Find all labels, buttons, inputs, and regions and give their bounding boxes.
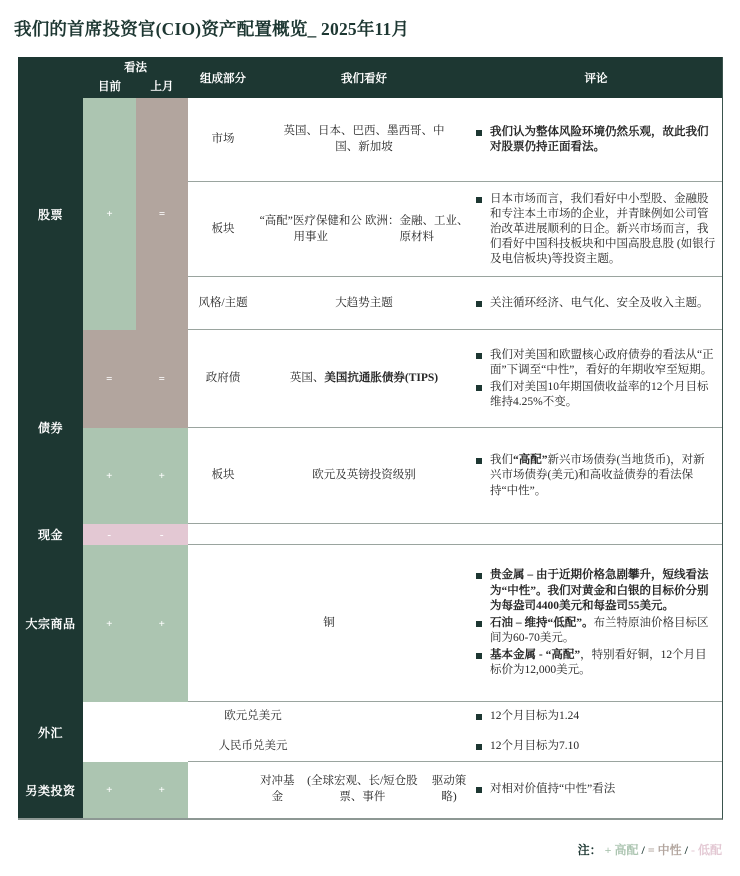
component-cell-bond-sectors: 板块 (211, 469, 235, 482)
bullet-square-icon (476, 458, 482, 464)
favored-cell-bond-sectors (258, 428, 470, 524)
text-run: 主题 (224, 296, 248, 309)
view-symbol: + (158, 784, 165, 796)
text-run: / (641, 843, 645, 857)
view-symbol: + (106, 617, 113, 630)
view-block-alternatives (83, 762, 188, 818)
bullet-text (490, 709, 718, 724)
view-block-equities-previous (136, 98, 188, 330)
component-cell-equities-sectors: 板块 (211, 222, 235, 235)
favored-cell-equities-sectors (258, 182, 470, 277)
legend-note (578, 841, 722, 858)
bullet-square-icon (476, 787, 482, 793)
text-run: 投资级别 (369, 469, 416, 482)
view-symbol: = (158, 208, 166, 220)
text-run: = 中性 (644, 843, 685, 857)
view-symbol: - (159, 528, 164, 541)
text-run: 我们认为整体风险环境仍然乐观，故此我们对股票仍持正面看法。 (490, 125, 709, 153)
bullet-square-icon (476, 353, 482, 359)
bullet-item (470, 380, 718, 410)
bullet-text (490, 192, 718, 268)
column-header-current: 目前 (98, 81, 121, 93)
asset-label-bonds: 债券 (37, 420, 63, 435)
text-run: 我们 (490, 454, 513, 467)
favored-cell-commodities (188, 545, 470, 702)
text-run: 风格/ (198, 296, 225, 309)
text-run: 英国、日本、巴西、墨西哥、中国、新加坡 (283, 125, 445, 153)
text-run: (全球宏观、长/短仓股票、事件 (307, 775, 418, 803)
view-symbol: + (106, 470, 113, 482)
column-header-view: 看法 (124, 62, 147, 74)
bullet-text (490, 125, 718, 155)
row-separator (188, 427, 722, 428)
view-symbol: + (106, 208, 113, 220)
favored-cell-alternatives (258, 762, 470, 818)
bullet-text (490, 296, 718, 311)
view-symbol: + (106, 784, 113, 796)
view-symbol: = (106, 373, 113, 385)
row-separator (188, 329, 722, 330)
column-header-component: 组成部分 (200, 72, 246, 85)
text-run: “高配” (513, 454, 548, 467)
text-run: 关注循环经济、电气化、安全及收入主题。 (490, 296, 709, 309)
page-title: 我们的首席投资官(CIO)资产配置概览_ 2025年11月 (14, 19, 410, 39)
text-run: 新兴市场债券(当地货币)，对新兴市场债券(美元)和高收益债券的看法保持“中性”。 (490, 454, 705, 497)
text-run: 贵金属 – 由于近期价格急剧攀升，短线看法为“中性”。我们对黄金和白银的目标价分别为每盎司4400美元和每盎司55美元。 (490, 569, 709, 612)
comment-cell-equities-sectors (470, 182, 718, 277)
comment-cell-commodities (470, 545, 718, 702)
comment-cell-alternatives (470, 762, 718, 818)
view-block-commodities (83, 545, 188, 702)
comment-cell-fx-cnyusd (470, 732, 718, 762)
component-cell-equities-style (188, 277, 258, 330)
asset-label-cash: 现金 (37, 528, 63, 542)
column-header-favored: 我们看好 (341, 72, 387, 85)
text-run: + 高配 (604, 843, 642, 857)
text-run: 我们对美国10年期国债收益率的12个月目标维持4.25%不变。 (490, 381, 709, 409)
favored-cell-gov-bonds (258, 330, 470, 428)
bullet-text (490, 616, 718, 646)
fx-pair-cnyusd: 人民币兑美元 (218, 740, 288, 753)
text-run: “高配”医疗保健和公用事业 (259, 214, 362, 243)
component-cell-gov-bonds: 政府债 (205, 372, 241, 385)
row-separator (188, 544, 722, 545)
bullet-item (470, 192, 718, 268)
bullet-item (470, 739, 718, 754)
text-run: 石油 – 维持“低配”。 (490, 616, 594, 629)
text-run: 注： (577, 843, 605, 857)
view-block-gov-bonds (83, 330, 188, 428)
bullet-text (490, 568, 718, 614)
column-header-comments: 评论 (584, 72, 608, 85)
bullet-text (490, 380, 718, 410)
view-block-equities-current (83, 98, 136, 330)
text-run: 对相对价值持“中性”看法 (490, 783, 616, 796)
asset-label-equities: 股票 (37, 207, 63, 222)
fx-pair-eurusd: 欧元兑美元 (224, 710, 282, 723)
text-run: 日本市场而言，我们看好中小型股、金融股和专注本土市场的企业，并青睐例如公司管治改革进展顺利的日企。新兴市场而言，我们看好中国科技板块和中国高股息股 (如银行及电信板块)等投资主题。 (490, 192, 716, 266)
row-separator (188, 761, 722, 762)
component-cell-equities-market: 市场 (211, 133, 235, 146)
comment-cell-equities-market (470, 98, 718, 182)
view-block-bond-sectors (83, 428, 188, 524)
column-header-previous: 上月 (150, 81, 174, 93)
row-separator (188, 701, 722, 702)
text-run: ，特别看好铜，12个月目标价为12,000美元。 (490, 649, 707, 677)
comment-cell-gov-bonds (470, 330, 718, 428)
bullet-text (490, 453, 718, 499)
bullet-text (490, 348, 718, 378)
allocation-table (18, 57, 723, 820)
view-symbol: - (107, 528, 112, 541)
text-run: 基本金属 - “高配” (490, 649, 581, 662)
view-symbol: + (158, 470, 165, 482)
text-run: 英国、 (289, 372, 325, 385)
favored-cell-equities-market (258, 98, 470, 182)
comment-cell-equities-style (470, 277, 718, 330)
text-run: 12个月目标为1.24 (490, 710, 580, 723)
row-separator (188, 276, 722, 277)
bullet-item (470, 616, 718, 646)
row-separator (188, 523, 722, 524)
view-symbol: + (158, 617, 165, 630)
row-separator (188, 181, 722, 182)
text-run: 欧洲：金融、工业、原材料 (365, 214, 469, 243)
text-run: 美国抗通胀债券(TIPS) (324, 372, 439, 385)
text-run: 欧元及英镑 (312, 469, 370, 482)
bullet-square-icon (476, 385, 482, 391)
bullet-square-icon (476, 301, 482, 307)
text-run: 驱动策略) (431, 775, 467, 803)
bullet-item (470, 453, 718, 499)
asset-label-fx: 外汇 (37, 725, 63, 740)
bullet-item (470, 348, 718, 378)
bullet-item (470, 296, 718, 311)
bullet-item (470, 125, 718, 155)
favored-cell-equities-style (258, 277, 470, 330)
bullet-item (470, 709, 718, 724)
asset-label-alternatives: 另类投资 (25, 783, 76, 798)
text-run: 大趋势 (335, 296, 370, 309)
comment-cell-fx-eurusd (470, 702, 718, 732)
bullet-square-icon (476, 621, 482, 627)
bullet-square-icon (476, 714, 482, 720)
text-run: 我们对美国和欧盟核心政府债券的看法从“正面”下调至“中性”，看好的年期收窄至短期。 (490, 348, 714, 376)
bullet-square-icon (476, 130, 482, 136)
text-run: 铜 (323, 616, 335, 629)
comment-cell-bond-sectors (470, 428, 718, 524)
view-symbol: = (158, 373, 165, 385)
bullet-text (490, 782, 718, 797)
bullet-text (490, 648, 718, 678)
bullet-text (490, 739, 718, 754)
bullet-square-icon (476, 197, 482, 203)
bullet-item (470, 568, 718, 614)
bullet-square-icon (476, 653, 482, 659)
bullet-square-icon (476, 573, 482, 579)
bullet-square-icon (476, 744, 482, 750)
text-run: 12个月目标为7.10 (490, 740, 580, 753)
text-run: 对冲基金 (260, 775, 295, 803)
text-run: / (684, 843, 688, 857)
bullet-item (470, 782, 718, 797)
text-run: 主题 (369, 296, 393, 309)
bullet-item (470, 648, 718, 678)
text-run: 布兰特原油价格目标区间为60-70美元。 (490, 616, 709, 645)
view-block-cash (83, 524, 188, 545)
asset-label-commodities: 大宗商品 (25, 617, 76, 631)
text-run: - 低配 (688, 843, 722, 857)
